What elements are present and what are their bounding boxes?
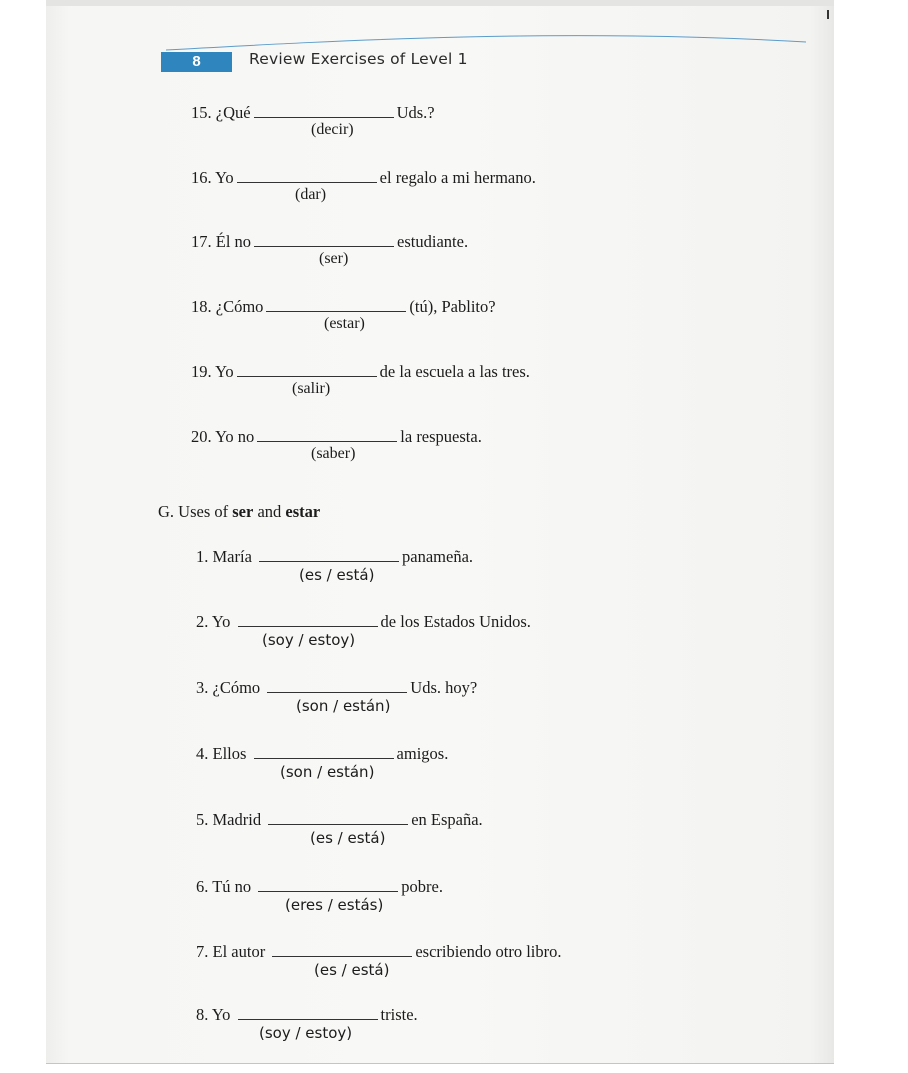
exercise-text-after: de la escuela a las tres.	[379, 362, 530, 381]
exercise-g4	[196, 743, 716, 783]
section-word-estar: estar	[285, 502, 321, 521]
exercise-text-before: Yo	[211, 612, 231, 631]
exercise-number: 5.	[196, 810, 209, 829]
exercise-text-after: Uds.?	[396, 103, 435, 122]
exercise-number: 7.	[196, 942, 209, 961]
answer-blank[interactable]	[254, 231, 394, 247]
exercise-text-before: Ellos	[212, 744, 247, 763]
answer-blank[interactable]	[266, 296, 406, 312]
answer-blank[interactable]	[237, 167, 377, 183]
answer-blank[interactable]	[238, 1004, 378, 1020]
textbook-page	[46, 6, 834, 1064]
exercise-text-after: estudiante.	[397, 232, 469, 251]
verb-hint: (es / está)	[299, 566, 375, 584]
answer-blank[interactable]	[267, 677, 407, 693]
exercise-number: 19.	[191, 362, 212, 381]
exercise-text-after: (tú), Pablito?	[409, 297, 496, 316]
section-prefix: Uses of	[178, 502, 229, 521]
section-g-heading	[158, 502, 320, 522]
verb-hint: (saber)	[311, 445, 356, 462]
exercise-text-after: la respuesta.	[400, 427, 482, 446]
verb-hint: (son / están)	[296, 697, 391, 715]
exercise-text-before: Él no	[215, 232, 252, 251]
verb-hint: (soy / estoy)	[259, 1024, 353, 1042]
exercise-g7	[196, 941, 716, 981]
exercise-text-after: panameña.	[402, 547, 474, 566]
exercise-number: 3.	[196, 678, 209, 697]
exercise-number: 20.	[191, 427, 212, 446]
page-corner-mark	[827, 10, 829, 19]
exercise-text-after: Uds. hoy?	[410, 678, 478, 697]
exercise-text-after: de los Estados Unidos.	[380, 612, 531, 631]
exercise-text-before: El autor	[212, 942, 266, 961]
exercise-number: 17.	[191, 232, 212, 251]
page-bottom-edge	[46, 1063, 834, 1064]
verb-hint: (es / está)	[314, 961, 390, 979]
exercise-text-after: en España.	[411, 810, 483, 829]
answer-blank[interactable]	[268, 809, 408, 825]
exercise-18	[191, 296, 711, 336]
answer-blank[interactable]	[272, 941, 412, 957]
exercise-15	[191, 102, 711, 142]
exercise-number: 18.	[191, 297, 212, 316]
exercise-text-before: Yo	[215, 168, 234, 187]
section-letter: G.	[158, 502, 175, 521]
exercise-text-after: el regalo a mi hermano.	[379, 168, 536, 187]
exercise-number: 6.	[196, 877, 209, 896]
exercise-g6	[196, 876, 716, 916]
exercise-text-before: Tú no	[212, 877, 252, 896]
exercise-20	[191, 426, 711, 466]
exercise-g5	[196, 809, 716, 849]
exercise-16	[191, 167, 711, 207]
answer-blank[interactable]	[259, 546, 399, 562]
exercise-17	[191, 231, 711, 271]
verb-hint: (son / están)	[280, 763, 375, 781]
exercise-number: 2.	[196, 612, 209, 631]
exercise-text-before: ¿Cómo	[215, 297, 264, 316]
verb-hint: (es / está)	[310, 829, 386, 847]
exercise-g1	[196, 546, 716, 586]
verb-hint: (ser)	[319, 250, 349, 267]
exercise-number: 1.	[196, 547, 209, 566]
exercise-text-after: escribiendo otro libro.	[415, 942, 562, 961]
answer-blank[interactable]	[257, 426, 397, 442]
exercise-text-before: ¿Cómo	[212, 678, 261, 697]
verb-hint: (decir)	[311, 121, 354, 138]
exercise-text-before: Yo	[215, 362, 234, 381]
exercise-text-before: Yo	[211, 1005, 231, 1024]
verb-hint: (dar)	[295, 186, 327, 203]
exercise-text-after: triste.	[380, 1005, 418, 1024]
exercise-text-before: Madrid	[212, 810, 262, 829]
exercise-text-before: ¿Qué	[215, 103, 251, 122]
section-word-ser: ser	[232, 502, 254, 521]
exercise-number: 4.	[196, 744, 209, 763]
verb-hint: (eres / estás)	[285, 896, 384, 914]
exercise-number: 16.	[191, 168, 212, 187]
verb-hint: (soy / estoy)	[262, 631, 356, 649]
section-conjunction: and	[257, 502, 282, 521]
verb-hint: (salir)	[292, 380, 331, 397]
exercise-g3	[196, 677, 716, 717]
exercise-number: 8.	[196, 1005, 209, 1024]
answer-blank[interactable]	[254, 743, 394, 759]
answer-blank[interactable]	[258, 876, 398, 892]
answer-blank[interactable]	[237, 361, 377, 377]
exercise-g2	[196, 611, 716, 651]
chapter-number-tab: 8	[161, 52, 232, 72]
exercise-text-after: amigos.	[396, 744, 449, 763]
answer-blank[interactable]	[254, 102, 394, 118]
exercise-text-before: Yo no	[215, 427, 255, 446]
exercise-19	[191, 361, 711, 401]
verb-hint: (estar)	[324, 315, 365, 332]
exercise-number: 15.	[191, 103, 212, 122]
page-title: Review Exercises of Level 1	[249, 50, 468, 68]
exercise-text-after: pobre.	[401, 877, 443, 896]
exercise-text-before: María	[212, 547, 252, 566]
exercise-g8	[196, 1004, 716, 1044]
answer-blank[interactable]	[238, 611, 378, 627]
